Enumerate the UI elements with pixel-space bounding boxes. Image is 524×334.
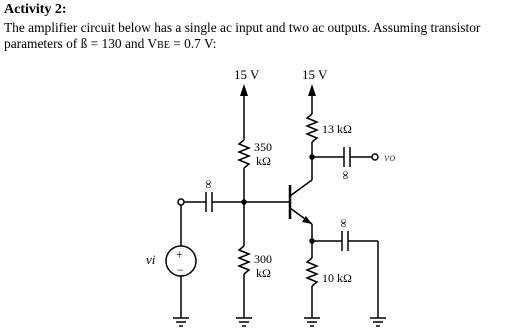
vbe-subscript: BE bbox=[157, 40, 170, 51]
problem-line-2-suffix: = 0.7 V: bbox=[169, 36, 217, 51]
output-voltage-label: vo bbox=[384, 150, 396, 164]
resistor-13k-symbol bbox=[307, 114, 317, 142]
problem-line-2-prefix: parameters of ß = 130 and V bbox=[4, 36, 158, 51]
r-emitter-label: 10 kΩ bbox=[322, 271, 352, 285]
supply-right-arrow-icon bbox=[308, 84, 316, 96]
r-top-left-value: 350 bbox=[254, 140, 272, 154]
input-voltage-label: vi bbox=[146, 252, 156, 267]
source-minus-sign: − bbox=[177, 263, 184, 277]
output-node-icon bbox=[372, 154, 378, 160]
r-top-left-unit: kΩ bbox=[256, 154, 271, 168]
resistor-300k-symbol bbox=[239, 246, 249, 274]
source-plus-sign: + bbox=[176, 247, 183, 261]
cap-input-infinity-label: ∞ bbox=[202, 180, 216, 189]
resistor-350k-symbol bbox=[239, 140, 249, 168]
problem-line-1: The amplifier circuit below has a single ac input and two ac outputs. Assuming transistor bbox=[4, 20, 481, 35]
r-bottom-left-unit: kΩ bbox=[256, 266, 271, 280]
r-bottom-left-value: 300 bbox=[254, 252, 272, 266]
supply-left-label: 15 V bbox=[234, 67, 260, 82]
cap-emitter-infinity-label: ∞ bbox=[337, 219, 351, 228]
resistor-10k-symbol bbox=[307, 258, 317, 286]
activity-heading: Activity 2: bbox=[4, 2, 67, 17]
cap-output-infinity-label: ∞ bbox=[339, 171, 353, 180]
input-node-icon bbox=[178, 199, 184, 205]
transistor-collector-leg bbox=[290, 180, 312, 196]
r-collector-label: 13 kΩ bbox=[322, 122, 352, 136]
supply-right-label: 15 V bbox=[302, 67, 328, 82]
supply-left-arrow-icon bbox=[240, 84, 248, 96]
